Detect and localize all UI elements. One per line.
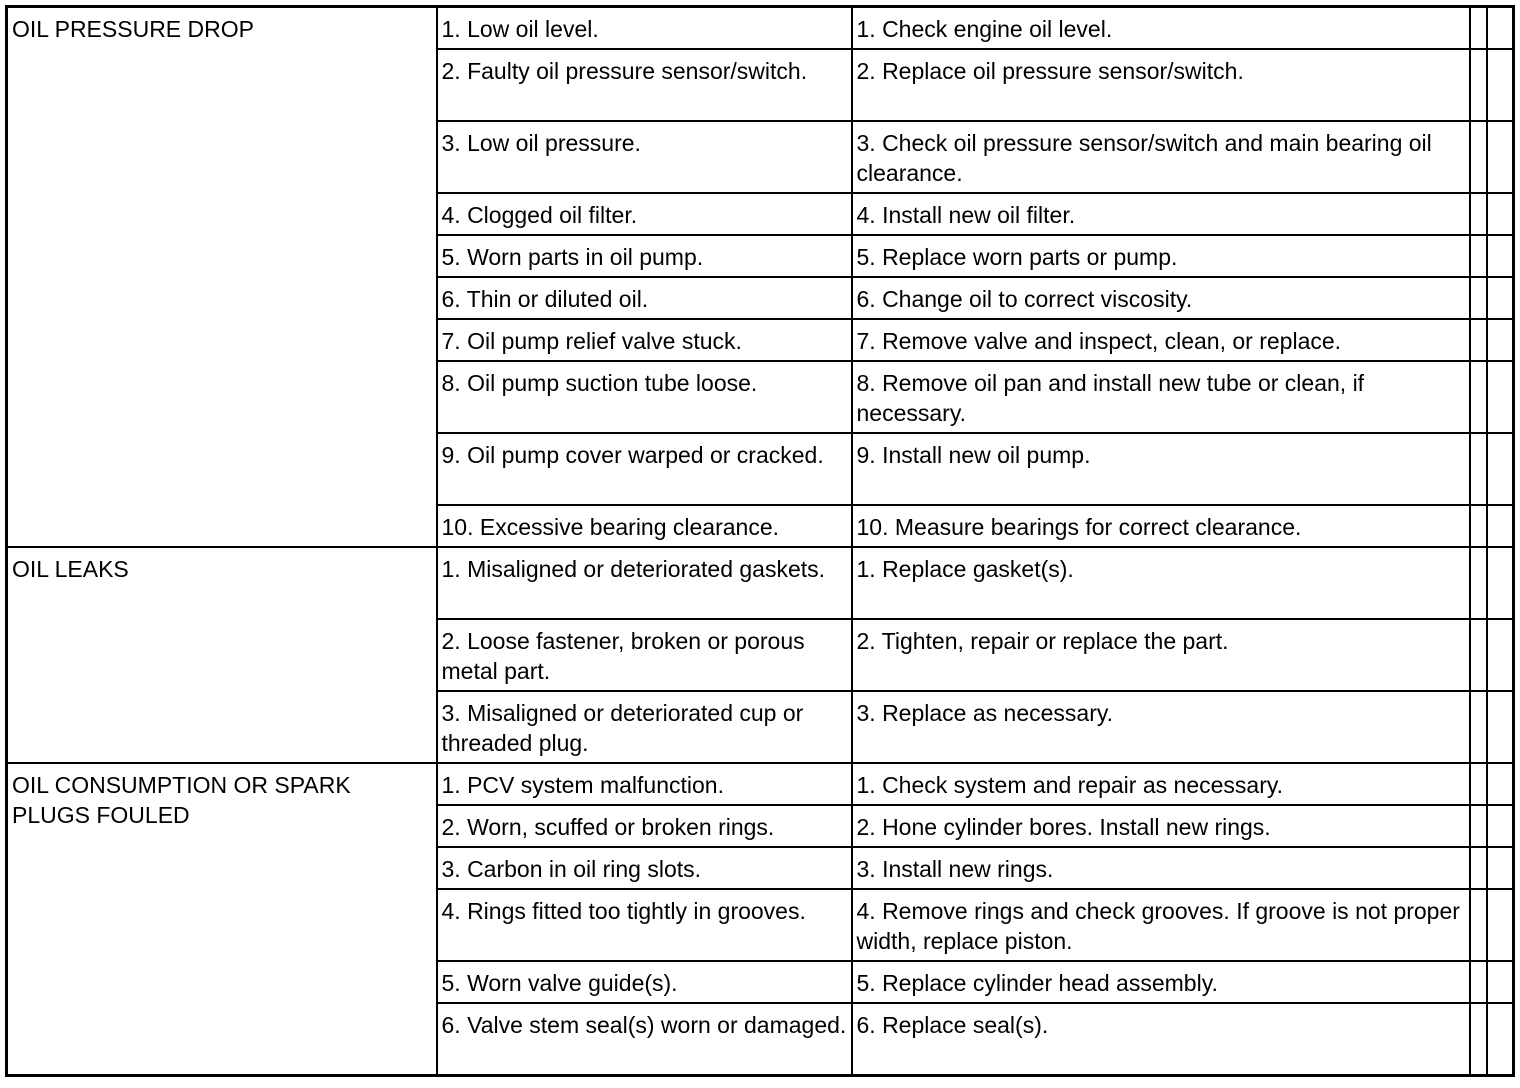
- check-box[interactable]: [1487, 547, 1514, 619]
- correction-cell: 5. Replace worn parts or pump.: [852, 235, 1470, 277]
- cause-cell: 1. Low oil level.: [437, 7, 852, 50]
- cause-cell: 5. Worn valve guide(s).: [437, 961, 852, 1003]
- cause-cell: 1. Misaligned or deteriorated gaskets.: [437, 547, 852, 619]
- diagnosis-table: [5, 5, 1515, 1077]
- check-box[interactable]: [1487, 619, 1514, 691]
- check-box[interactable]: [1487, 361, 1514, 433]
- check-box[interactable]: [1470, 619, 1487, 691]
- correction-cell: 5. Replace cylinder head assembly.: [852, 961, 1470, 1003]
- check-box[interactable]: [1470, 961, 1487, 1003]
- check-box[interactable]: [1487, 433, 1514, 505]
- check-box[interactable]: [1487, 49, 1514, 121]
- correction-cell: 1. Check system and repair as necessary.: [852, 763, 1470, 805]
- cause-cell: 10. Excessive bearing clearance.: [437, 505, 852, 547]
- correction-cell: 6. Change oil to correct viscosity.: [852, 277, 1470, 319]
- cause-cell: 3. Low oil pressure.: [437, 121, 852, 193]
- correction-cell: 3. Replace as necessary.: [852, 691, 1470, 763]
- correction-cell: 3. Check oil pressure sensor/switch and main bearing oil clearance.: [852, 121, 1470, 193]
- correction-cell: 6. Replace seal(s).: [852, 1003, 1470, 1076]
- cause-cell: 2. Faulty oil pressure sensor/switch.: [437, 49, 852, 121]
- check-box[interactable]: [1487, 277, 1514, 319]
- check-box[interactable]: [1487, 763, 1514, 805]
- correction-cell: 2. Hone cylinder bores. Install new rings.: [852, 805, 1470, 847]
- check-box[interactable]: [1470, 889, 1487, 961]
- condition-cell: OIL PRESSURE DROP: [7, 7, 437, 548]
- cause-cell: 2. Worn, scuffed or broken rings.: [437, 805, 852, 847]
- cause-cell: 7. Oil pump relief valve stuck.: [437, 319, 852, 361]
- check-box[interactable]: [1487, 961, 1514, 1003]
- table-row: [7, 547, 1514, 619]
- check-box[interactable]: [1470, 235, 1487, 277]
- check-box[interactable]: [1470, 49, 1487, 121]
- cause-cell: 1. PCV system malfunction.: [437, 763, 852, 805]
- cause-cell: 2. Loose fastener, broken or porous metal part.: [437, 619, 852, 691]
- correction-cell: 8. Remove oil pan and install new tube or clean, if necessary.: [852, 361, 1470, 433]
- check-box[interactable]: [1470, 847, 1487, 889]
- check-box[interactable]: [1470, 505, 1487, 547]
- cause-cell: 4. Rings fitted too tightly in grooves.: [437, 889, 852, 961]
- cause-cell: 4. Clogged oil filter.: [437, 193, 852, 235]
- correction-cell: 3. Install new rings.: [852, 847, 1470, 889]
- table-row: [7, 7, 1514, 50]
- check-box[interactable]: [1487, 847, 1514, 889]
- correction-cell: 10. Measure bearings for correct clearance.: [852, 505, 1470, 547]
- cause-cell: 6. Valve stem seal(s) worn or damaged.: [437, 1003, 852, 1076]
- correction-cell: 9. Install new oil pump.: [852, 433, 1470, 505]
- cause-cell: 6. Thin or diluted oil.: [437, 277, 852, 319]
- check-box[interactable]: [1487, 691, 1514, 763]
- check-box[interactable]: [1487, 319, 1514, 361]
- check-box[interactable]: [1470, 277, 1487, 319]
- check-box[interactable]: [1470, 763, 1487, 805]
- check-box[interactable]: [1487, 505, 1514, 547]
- check-box[interactable]: [1487, 7, 1514, 50]
- check-box[interactable]: [1470, 361, 1487, 433]
- correction-cell: 4. Install new oil filter.: [852, 193, 1470, 235]
- correction-cell: 2. Tighten, repair or replace the part.: [852, 619, 1470, 691]
- check-box[interactable]: [1470, 805, 1487, 847]
- condition-cell: OIL LEAKS: [7, 547, 437, 763]
- check-box[interactable]: [1487, 1003, 1514, 1076]
- correction-cell: 4. Remove rings and check grooves. If groove is not proper width, replace piston.: [852, 889, 1470, 961]
- check-box[interactable]: [1487, 193, 1514, 235]
- correction-cell: 1. Check engine oil level.: [852, 7, 1470, 50]
- cause-cell: 3. Carbon in oil ring slots.: [437, 847, 852, 889]
- check-box[interactable]: [1470, 1003, 1487, 1076]
- check-box[interactable]: [1470, 691, 1487, 763]
- cause-cell: 3. Misaligned or deteriorated cup or threaded plug.: [437, 691, 852, 763]
- check-box[interactable]: [1470, 193, 1487, 235]
- check-box[interactable]: [1470, 319, 1487, 361]
- check-box[interactable]: [1470, 547, 1487, 619]
- cause-cell: 9. Oil pump cover warped or cracked.: [437, 433, 852, 505]
- check-box[interactable]: [1470, 7, 1487, 50]
- check-box[interactable]: [1470, 121, 1487, 193]
- check-box[interactable]: [1487, 889, 1514, 961]
- check-box[interactable]: [1487, 805, 1514, 847]
- correction-cell: 1. Replace gasket(s).: [852, 547, 1470, 619]
- correction-cell: 2. Replace oil pressure sensor/switch.: [852, 49, 1470, 121]
- correction-cell: 7. Remove valve and inspect, clean, or replace.: [852, 319, 1470, 361]
- table-row: [7, 763, 1514, 805]
- check-box[interactable]: [1470, 433, 1487, 505]
- cause-cell: 5. Worn parts in oil pump.: [437, 235, 852, 277]
- condition-cell: OIL CONSUMPTION OR SPARK PLUGS FOULED: [7, 763, 437, 1076]
- check-box[interactable]: [1487, 121, 1514, 193]
- cause-cell: 8. Oil pump suction tube loose.: [437, 361, 852, 433]
- check-box[interactable]: [1487, 235, 1514, 277]
